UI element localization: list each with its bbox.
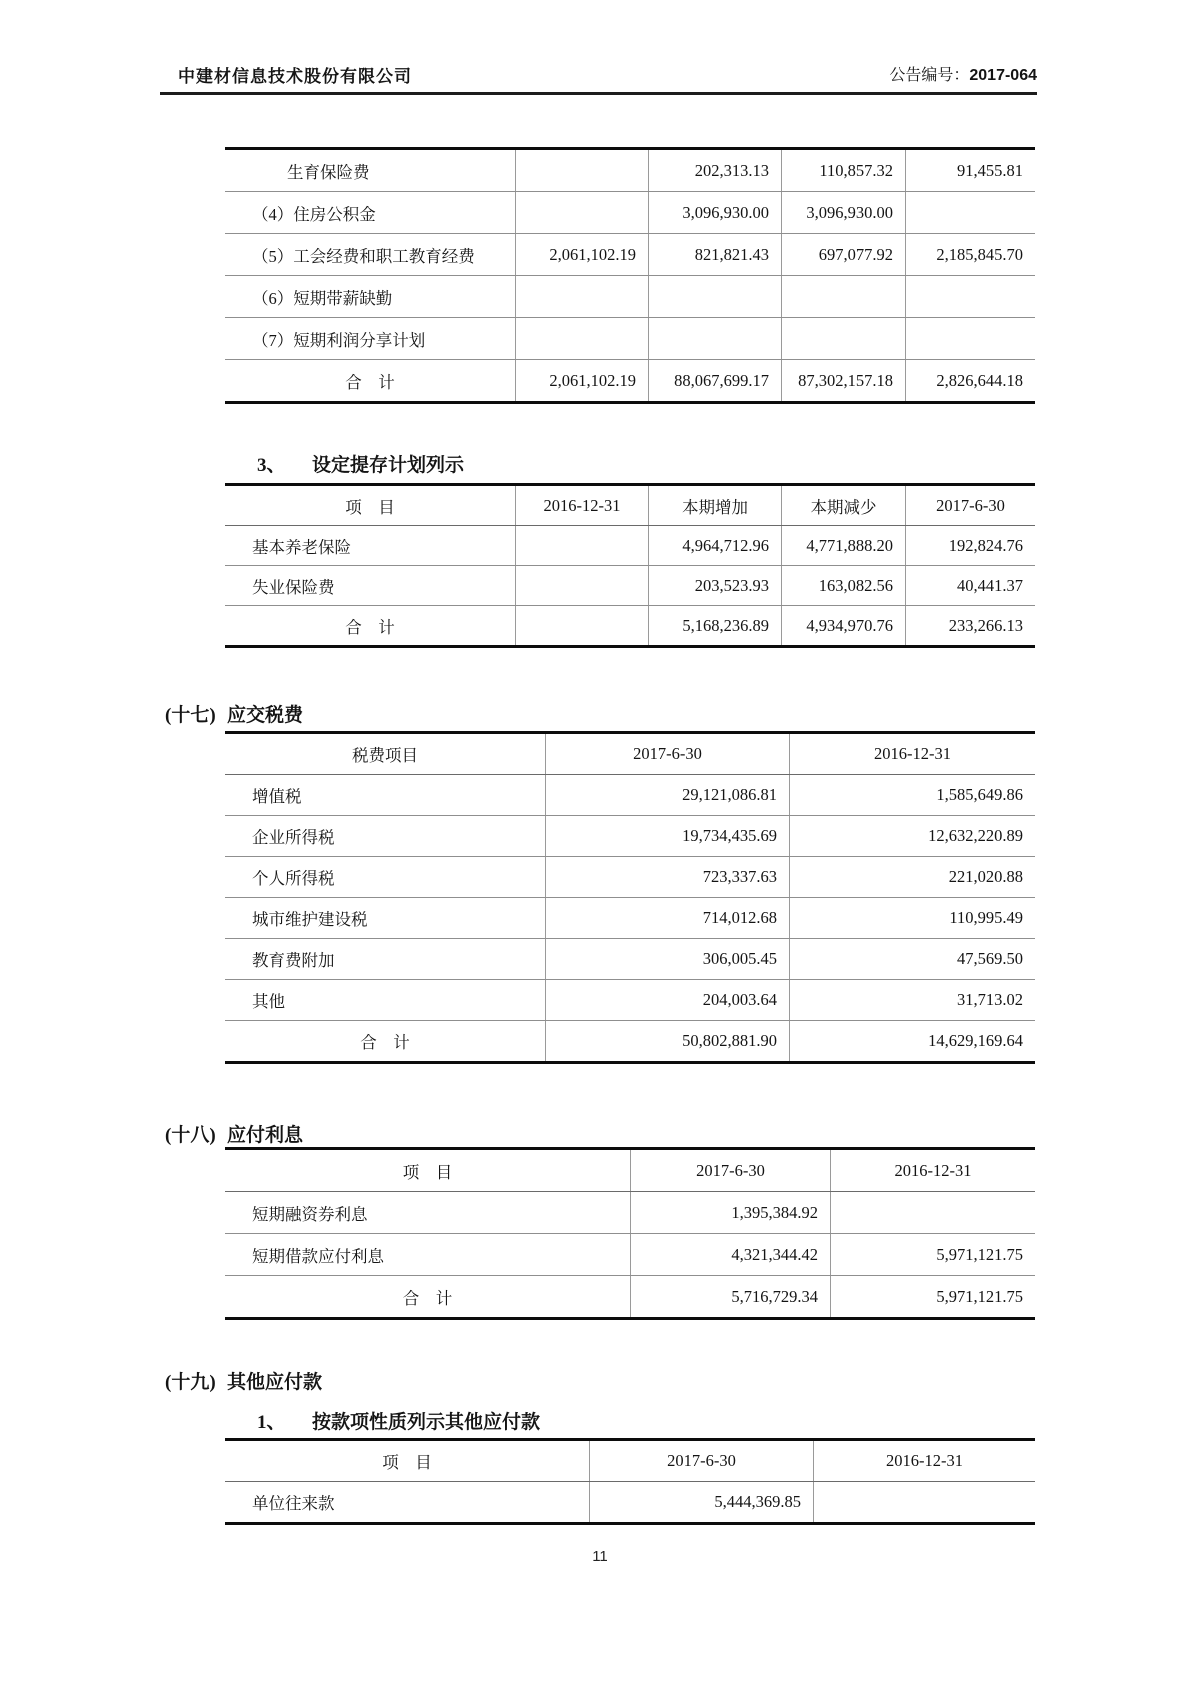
cell-increase: 203,523.93 — [649, 566, 782, 605]
cell-opening: 2,061,102.19 — [516, 234, 649, 275]
cell-increase: 821,821.43 — [649, 234, 782, 275]
cell-opening — [516, 566, 649, 605]
defined-contribution-table — [225, 483, 1035, 648]
row-label: 教育费附加 — [225, 939, 546, 979]
table-total-row — [225, 360, 1035, 401]
row-label: 基本养老保险 — [225, 526, 516, 565]
cell-closing: 192,824.76 — [948, 535, 1023, 555]
cell-increase — [649, 276, 782, 317]
table-row — [225, 234, 1035, 276]
row-label: （5）工会经费和职工教育经费 — [225, 234, 516, 275]
cell-current: 1,395,384.92 — [631, 1192, 831, 1233]
row-label: 单位往来款 — [225, 1482, 590, 1522]
cell-prior: 31,713.02 — [957, 990, 1023, 1009]
cell-decrease: 697,077.92 — [782, 234, 906, 275]
col-header-prior: 2016-12-31 — [894, 1160, 972, 1180]
company-name: 中建材信息技术股份有限公司 — [178, 67, 412, 86]
row-label: 企业所得税 — [225, 816, 546, 856]
table-row — [225, 566, 1035, 606]
cell-increase: 202,313.13 — [649, 150, 782, 191]
total-label: 合 计 — [225, 1276, 631, 1317]
other-payables-table — [225, 1438, 1035, 1525]
cell-prior: 221,020.88 — [948, 867, 1023, 886]
section-number: (十七) — [165, 705, 216, 726]
total-label: 合 计 — [225, 1021, 546, 1061]
cell-opening — [516, 192, 649, 233]
total-label: 合 计 — [225, 360, 516, 401]
row-label: 个人所得税 — [225, 857, 546, 897]
col-header-item: 项 目 — [225, 1441, 590, 1481]
cell-current: 29,121,086.81 — [546, 775, 790, 815]
col-header-current: 2017-6-30 — [631, 1150, 831, 1191]
cell-closing — [906, 192, 1035, 233]
cell-closing — [906, 276, 1035, 317]
cell-current: 306,005.45 — [546, 939, 790, 979]
section-title: 按款项性质列示其他应付款 — [312, 1412, 541, 1433]
section-number: (十八) — [165, 1125, 216, 1146]
col-header-item: 项 目 — [225, 1150, 631, 1191]
cell-opening: 2,061,102.19 — [516, 360, 649, 401]
col-header-current: 2017-6-30 — [546, 734, 790, 774]
row-label: （4）住房公积金 — [225, 192, 516, 233]
page-number: 11 — [592, 1548, 608, 1565]
cell-prior — [814, 1482, 1035, 1522]
table-header-row — [225, 486, 1035, 526]
cell-decrease: 163,082.56 — [782, 566, 906, 605]
cell-decrease: 3,096,930.00 — [782, 192, 906, 233]
cell-opening — [516, 150, 649, 191]
announcement-label: 公告编号： — [889, 67, 970, 84]
row-label: （6）短期带薪缺勤 — [225, 276, 516, 317]
row-label: 生育保险费 — [225, 150, 516, 191]
cell-prior: 47,569.50 — [957, 949, 1023, 968]
cell-prior: 5,971,121.75 — [936, 1286, 1023, 1306]
cell-current: 4,321,344.42 — [631, 1234, 831, 1275]
table-row — [225, 857, 1035, 898]
table-row — [225, 318, 1035, 360]
cell-closing: 2,826,644.18 — [936, 370, 1023, 390]
cell-closing — [906, 318, 1035, 359]
col-header-prior: 2016-12-31 — [886, 1451, 963, 1470]
cell-current: 5,444,369.85 — [590, 1482, 814, 1522]
table-header-row — [225, 734, 1035, 775]
table-total-row — [225, 1276, 1035, 1317]
cell-prior: 14,629,169.64 — [928, 1031, 1023, 1050]
section-title: 其他应付款 — [227, 1372, 323, 1393]
col-header-current: 2017-6-30 — [590, 1441, 814, 1481]
row-label: 短期借款应付利息 — [225, 1234, 631, 1275]
row-label: 增值税 — [225, 775, 546, 815]
cell-increase: 88,067,699.17 — [649, 360, 782, 401]
cell-closing: 40,441.37 — [957, 575, 1023, 595]
cell-opening — [516, 606, 649, 645]
cell-current: 204,003.64 — [546, 980, 790, 1020]
cell-current: 19,734,435.69 — [546, 816, 790, 856]
cell-prior: 5,971,121.75 — [936, 1244, 1023, 1264]
col-header-decrease: 本期减少 — [782, 486, 906, 525]
section-title: 设定提存计划列示 — [312, 455, 465, 476]
table-row — [225, 1192, 1035, 1234]
table-row — [225, 192, 1035, 234]
section-title: 应付利息 — [227, 1125, 304, 1146]
table-row — [225, 150, 1035, 192]
row-label: 城市维护建设税 — [225, 898, 546, 938]
cell-opening — [516, 318, 649, 359]
table-header-row — [225, 1150, 1035, 1192]
table-row — [225, 276, 1035, 318]
cell-closing: 233,266.13 — [948, 615, 1023, 635]
cell-current: 714,012.68 — [546, 898, 790, 938]
benefits-table — [225, 147, 1035, 404]
cell-current: 50,802,881.90 — [546, 1021, 790, 1061]
row-label: （7）短期利润分享计划 — [225, 318, 516, 359]
table-row — [225, 939, 1035, 980]
section-number: 1、 — [257, 1412, 286, 1433]
header-divider — [160, 92, 1037, 95]
col-header-item: 项 目 — [225, 486, 516, 525]
cell-prior: 1,585,649.86 — [936, 785, 1023, 804]
table-row — [225, 898, 1035, 939]
taxes-payable-table — [225, 731, 1035, 1064]
col-header-increase: 本期增加 — [649, 486, 782, 525]
cell-decrease: 4,771,888.20 — [782, 526, 906, 565]
cell-increase: 3,096,930.00 — [649, 192, 782, 233]
section-number: 3、 — [257, 455, 286, 476]
cell-decrease: 4,934,970.76 — [782, 606, 906, 645]
announcement-no-value: 2017-064 — [969, 67, 1037, 84]
interest-payable-table — [225, 1147, 1035, 1320]
row-label: 其他 — [225, 980, 546, 1020]
row-label: 失业保险费 — [225, 566, 516, 605]
cell-closing: 91,455.81 — [957, 160, 1023, 180]
row-label: 短期融资券利息 — [225, 1192, 631, 1233]
cell-prior: 12,632,220.89 — [928, 826, 1023, 845]
table-row — [225, 1482, 1035, 1522]
table-row — [225, 816, 1035, 857]
table-row — [225, 526, 1035, 566]
col-header-prior: 2016-12-31 — [874, 744, 951, 763]
cell-decrease: 87,302,157.18 — [782, 360, 906, 401]
cell-increase: 5,168,236.89 — [649, 606, 782, 645]
cell-decrease — [782, 318, 906, 359]
section-number: (十九) — [165, 1372, 216, 1393]
total-label: 合 计 — [225, 606, 516, 645]
table-row — [225, 1234, 1035, 1276]
table-header-row — [225, 1441, 1035, 1482]
cell-prior — [831, 1192, 1035, 1233]
cell-opening — [516, 526, 649, 565]
cell-decrease: 110,857.32 — [782, 150, 906, 191]
cell-current: 723,337.63 — [546, 857, 790, 897]
cell-opening — [516, 276, 649, 317]
table-total-row — [225, 1021, 1035, 1061]
cell-current: 5,716,729.34 — [631, 1276, 831, 1317]
cell-increase — [649, 318, 782, 359]
cell-prior: 110,995.49 — [949, 908, 1023, 927]
cell-closing: 2,185,845.70 — [936, 244, 1023, 264]
col-header-opening: 2016-12-31 — [516, 486, 649, 525]
table-total-row — [225, 606, 1035, 645]
cell-decrease — [782, 276, 906, 317]
table-row — [225, 980, 1035, 1021]
announcement-number — [889, 62, 1037, 85]
table-row — [225, 775, 1035, 816]
section-title: 应交税费 — [227, 705, 304, 726]
col-header-item: 税费项目 — [225, 734, 546, 774]
col-header-closing: 2017-6-30 — [936, 495, 1005, 515]
cell-increase: 4,964,712.96 — [649, 526, 782, 565]
